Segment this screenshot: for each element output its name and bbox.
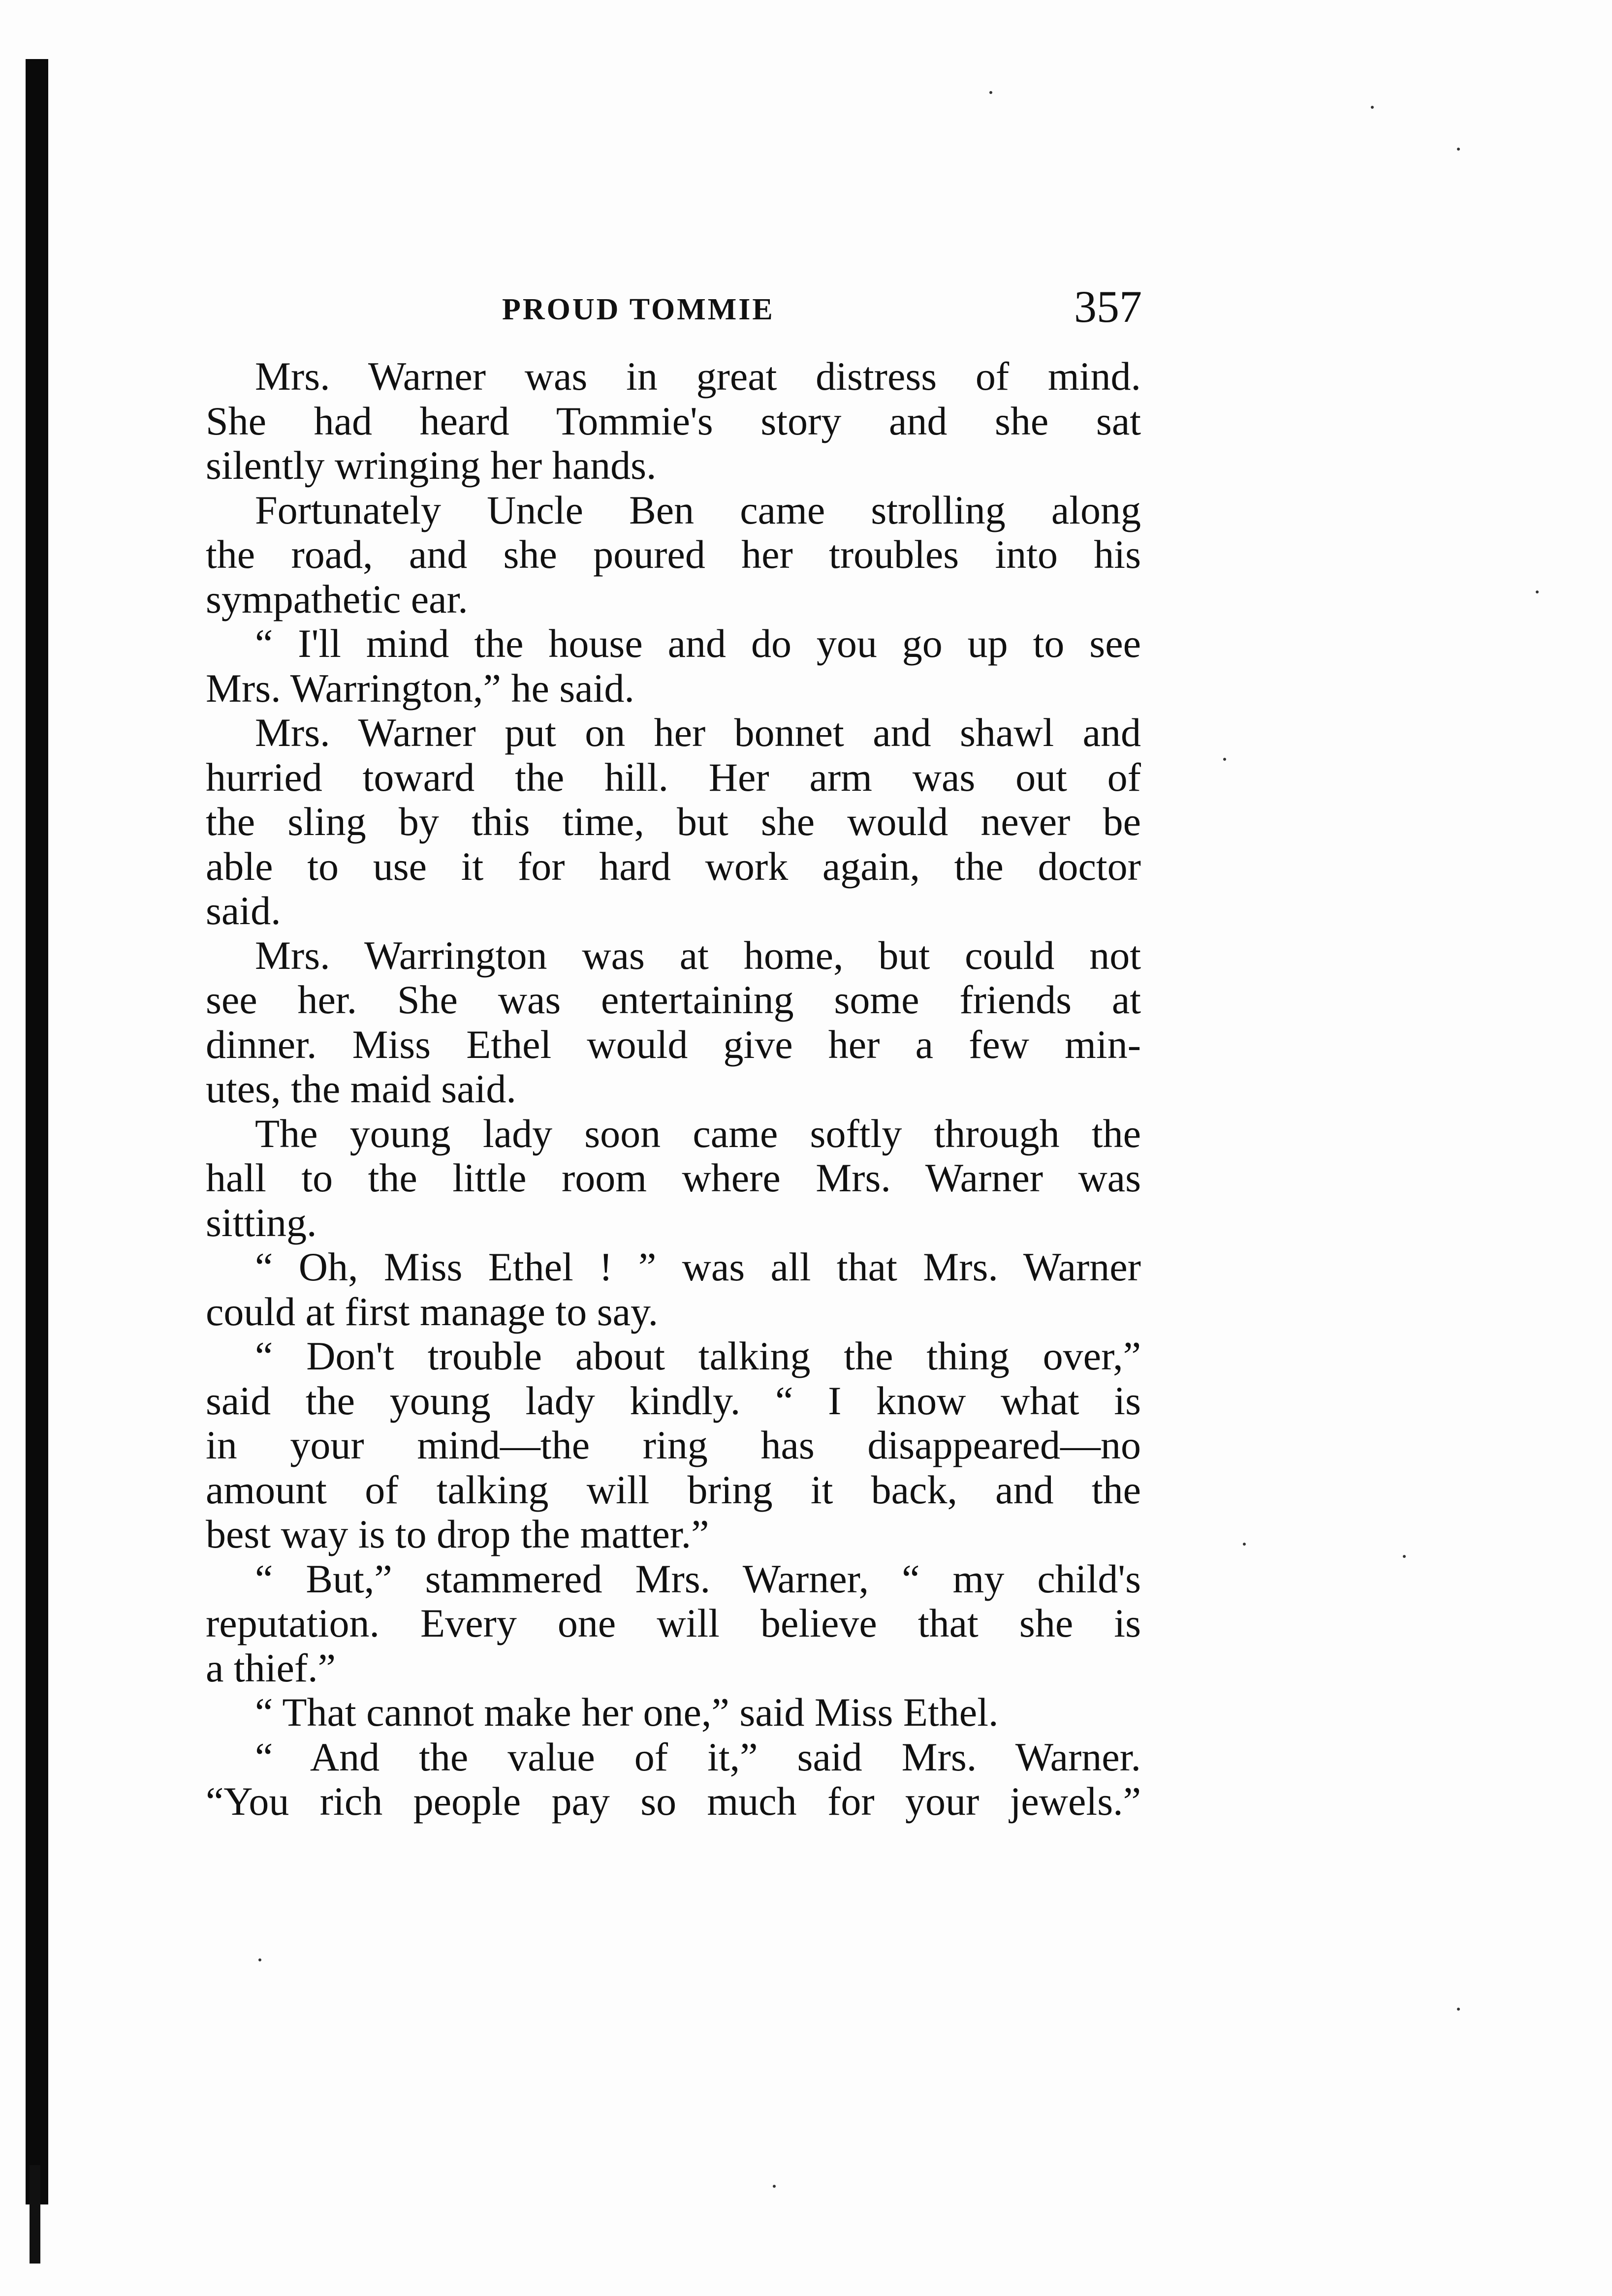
body-text bbox=[206, 354, 1141, 1824]
scan-speck bbox=[1243, 1543, 1246, 1546]
text-line: Fortunately Uncle Ben came strolling along bbox=[255, 487, 1141, 532]
text-line: The young lady soon came softly through the bbox=[255, 1111, 1141, 1156]
text-line: She had heard Tommie's story and she sat bbox=[206, 398, 1141, 443]
text-line: best way is to drop the matter.” bbox=[206, 1512, 709, 1556]
text-line: able to use it for hard work again, the doctor bbox=[206, 843, 1141, 889]
text-line: “ Don't trouble about talking the thing over,” bbox=[255, 1334, 1141, 1378]
text-line: “ That cannot make her one,” said Miss Ethel. bbox=[255, 1690, 999, 1735]
text-line: utes, the maid said. bbox=[206, 1066, 516, 1111]
text-line: dinner. Miss Ethel would give her a few min- bbox=[206, 1022, 1141, 1067]
scan-speck bbox=[773, 2185, 776, 2188]
text-line: Mrs. Warner was in great distress of mind. bbox=[255, 354, 1141, 399]
running-header bbox=[207, 280, 1142, 340]
scan-speck bbox=[1371, 106, 1374, 109]
scan-speck bbox=[1457, 148, 1460, 151]
scan-speck bbox=[1536, 590, 1539, 593]
text-line: silently wringing her hands. bbox=[206, 443, 657, 488]
page-number: 357 bbox=[1074, 281, 1142, 332]
text-line: said. bbox=[206, 888, 281, 933]
text-line: see her. She was entertaining some friends at bbox=[206, 977, 1141, 1022]
text-line: sympathetic ear. bbox=[206, 576, 468, 621]
text-line: amount of talking will bring it back, and the bbox=[206, 1467, 1141, 1512]
text-line: the road, and she poured her troubles into his bbox=[206, 532, 1141, 577]
text-line: Mrs. Warrington was at home, but could not bbox=[255, 932, 1141, 978]
text-line: a thief.” bbox=[206, 1645, 336, 1690]
text-line: hall to the little room where Mrs. Warner was bbox=[206, 1155, 1141, 1200]
text-line: “ Oh, Miss Ethel ! ” was all that Mrs. Warner bbox=[255, 1244, 1141, 1289]
text-line: the sling by this time, but she would never be bbox=[206, 799, 1141, 844]
running-title: PROUD TOMMIE bbox=[502, 293, 775, 326]
text-line: in your mind—the ring has disappeared—no bbox=[206, 1423, 1141, 1467]
text-line: could at first manage to say. bbox=[206, 1289, 659, 1334]
text-line: hurried toward the hill. Her arm was out of bbox=[206, 754, 1141, 800]
binding-edge-mark bbox=[30, 2165, 40, 2264]
text-line: “You rich people pay so much for your jewels.” bbox=[206, 1779, 1141, 1824]
scan-speck bbox=[1403, 1555, 1406, 1558]
text-line: reputation. Every one will believe that she is bbox=[206, 1601, 1141, 1645]
text-line: said the young lady kindly. “ I know what is bbox=[206, 1378, 1141, 1423]
text-line: sitting. bbox=[206, 1200, 317, 1245]
text-line: “ But,” stammered Mrs. Warner, “ my child's bbox=[255, 1556, 1141, 1601]
scan-speck bbox=[1223, 758, 1226, 761]
scan-speck bbox=[989, 91, 992, 94]
scan-speck bbox=[258, 1958, 261, 1961]
text-line: Mrs. Warner put on her bonnet and shawl and bbox=[255, 710, 1141, 755]
text-line: “ And the value of it,” said Mrs. Warner. bbox=[255, 1734, 1141, 1779]
text-line: “ I'll mind the house and do you go up to see bbox=[255, 621, 1141, 666]
scan-speck bbox=[1457, 2008, 1460, 2011]
binding-edge-shadow bbox=[26, 59, 48, 2204]
text-line: Mrs. Warrington,” he said. bbox=[206, 665, 634, 711]
